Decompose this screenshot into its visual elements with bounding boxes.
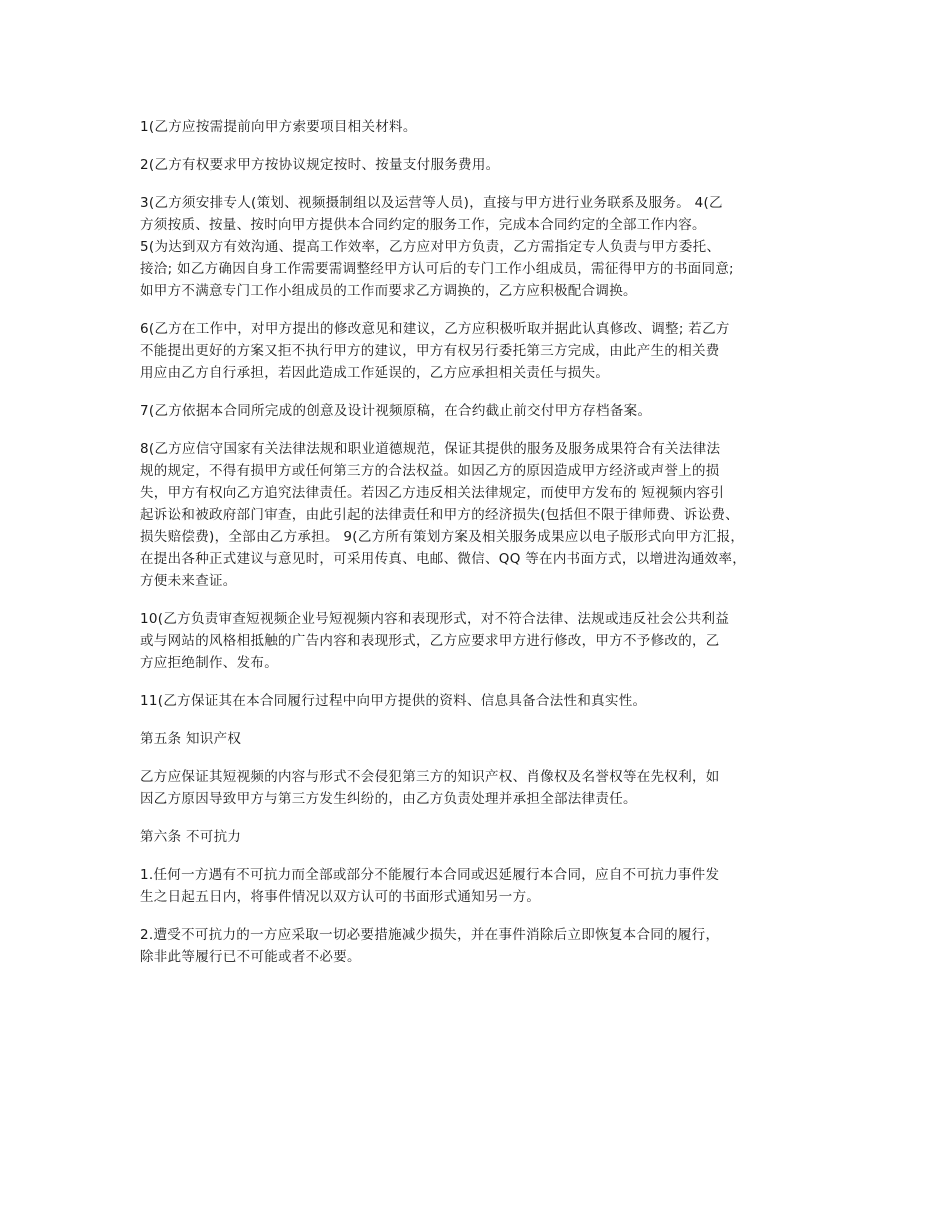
paragraph-2 [140,154,830,176]
text-line: 1(乙方应按需提前向甲方索要项目相关材料。 [140,119,417,135]
text-line: 或与网站的风格相抵触的广告内容和表现形式，乙方应要求甲方进行修改，甲方不予修改的，乙 [140,633,720,649]
paragraph-4 [140,318,830,384]
text-line: 7(乙方依据本合同所完成的创意及设计视频原稿，在合约截止前交付甲方存档备案。 [140,403,652,419]
text-line: 6(乙方在工作中，对甲方提出的修改意见和建议，乙方应积极听取并据此认真修改、调整; 若乙方 [140,321,730,337]
text-line: 起诉讼和被政府部门审查，由此引起的法律责任和甲方的经济损失(包括但不限于律师费、诉讼费、 [140,507,739,523]
paragraph-3 [140,192,830,302]
section-heading-6 [140,826,830,848]
text-line: 规的规定，不得有损甲方或任何第三方的合法权益。如因乙方的原因造成甲方经济或声誉上的损 [140,463,720,479]
text-line: 除非此等履行已不可能或者不必要。 [140,949,361,965]
heading-text: 第五条 知识产权 [140,731,242,747]
text-line: 因乙方原因导致甲方与第三方发生纠纷的，由乙方负责处理并承担全部法律责任。 [140,791,637,807]
paragraph-10 [140,864,830,908]
text-line: 方便未来查证。 [140,573,237,589]
paragraph-8 [140,690,830,712]
text-line: 在提出各种正式建议与意见时，可采用传真、电邮、微信、QQ 等在内书面方式，以增进沟通效率， [140,551,747,567]
paragraph-7 [140,608,830,674]
text-line: 生之日起五日内，将事件情况以双方认可的书面形式通知另一方。 [140,889,541,905]
text-line: 方须按质、按量、按时向甲方提供本合同约定的服务工作，完成本合同约定的全部工作内容。 [140,217,706,233]
text-line: 乙方应保证其短视频的内容与形式不会侵犯第三方的知识产权、肖像权及名誉权等在先权利，如 [140,769,720,785]
paragraph-1 [140,116,830,138]
text-line: 如甲方不满意专门工作小组成员的工作而要求乙方调换的，乙方应积极配合调换。 [140,283,637,299]
text-line: 不能提出更好的方案又拒不执行甲方的建议，甲方有权另行委托第三方完成，由此产生的相关费 [140,343,720,359]
text-line: 3(乙方须安排专人(策划、视频摄制组以及运营等人员)，直接与甲方进行业务联系及服务。 4(乙 [140,195,723,211]
paragraph-6 [140,438,830,592]
paragraph-5 [140,400,830,422]
text-line: 2.遭受不可抗力的一方应采取一切必要措施减少损失，并在事件消除后立即恢复本合同的履行， [140,927,720,943]
text-line: 11(乙方保证其在本合同履行过程中向甲方提供的资料、信息具备合法性和真实性。 [140,693,647,709]
paragraph-11 [140,924,830,968]
text-line: 接洽; 如乙方确因自身工作需要需调整经甲方认可后的专门工作小组成员，需征得甲方的书面同意; [140,261,734,277]
text-line: 用应由乙方自行承担，若因此造成工作延误的，乙方应承担相关责任与损失。 [140,365,610,381]
text-line: 5(为达到双方有效沟通、提高工作效率，乙方应对甲方负责，乙方需指定专人负责与甲方委托、 [140,239,721,255]
section-heading-5 [140,728,830,750]
text-line: 10(乙方负责审查短视频企业号短视频内容和表现形式，对不符合法律、法规或违反社会公共利益 [140,611,730,627]
document-page [140,116,830,984]
paragraph-9 [140,766,830,810]
heading-text: 第六条 不可抗力 [140,829,242,845]
text-line: 8(乙方应信守国家有关法律法规和职业道德规范，保证其提供的服务及服务成果符合有关法律法 [140,441,721,457]
text-line: 2(乙方有权要求甲方按协议规定按时、按量支付服务费用。 [140,157,500,173]
text-line: 失，甲方有权向乙方追究法律责任。若因乙方违反相关法律规定，而使甲方发布的 短视频内容引 [140,485,725,501]
text-line: 损失赔偿费)，全部由乙方承担。 9(乙方所有策划方案及相关服务成果应以电子版形式向甲方汇报， [140,529,745,545]
text-line: 1.任何一方遇有不可抗力而全部或部分不能履行本合同或迟延履行本合同，应自不可抗力事件发 [140,867,720,883]
text-line: 方应拒绝制作、发布。 [140,655,278,671]
